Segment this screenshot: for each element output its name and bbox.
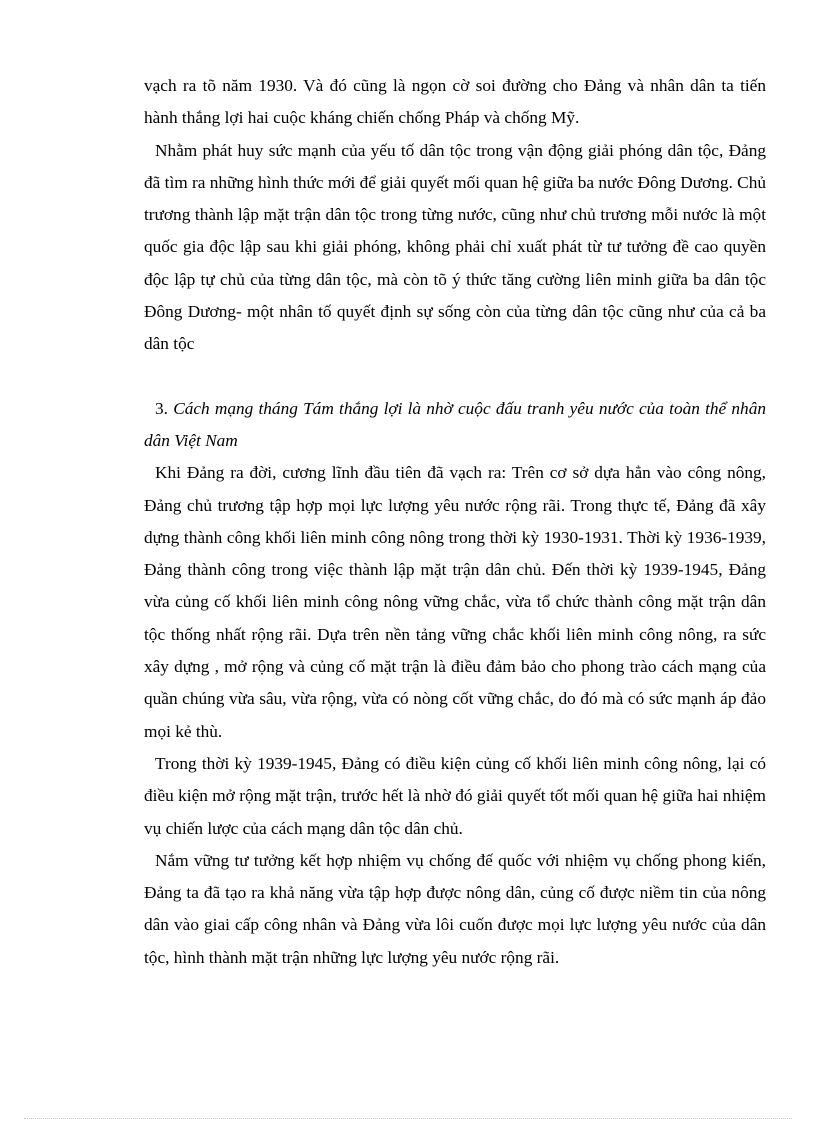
paragraph-nam-vung: Nắm vững tư tưởng kết hợp nhiệm vụ chống đế quốc với nhiệm vụ chống phong kiến, Đảng ta đã tạo ra khả năng vừa tập hợp được nông dân, củng cố được niềm tin của nông dân vào giai cấp công nhân và Đảng vừa lôi cuốn được mọi lực lượng yêu nước của dân tộc, hình thành mặt trận những lực lượng yêu nước rộng rãi. [144, 850, 766, 967]
section-heading [144, 393, 766, 458]
document-body [144, 70, 766, 974]
paragraph-thoi-ky: Trong thời kỳ 1939-1945, Đảng có điều kiện củng cố khối liên minh công nông, lại có điều kiện mở rộng mặt trận, trước hết là nhờ đó giải quyết tốt mối quan hệ giữa hai nhiệm vụ chiến lược của cách mạng dân tộc dân chủ. [144, 753, 766, 838]
section-title: Cách mạng tháng Tám thắng lợi là nhờ cuộc đấu tranh yêu nước của toàn thể nhân dân Việt Nam [144, 398, 766, 450]
paragraph-cuong-linh: Khi Đảng ra đời, cương lĩnh đầu tiên đã vạch ra: Trên cơ sở dựa hẳn vào công nông, Đảng chủ trương tập hợp mọi lực lượng yêu nước rộng rãi. Trong thực tế, Đảng đã xây dựng thành công khối liên minh công nông trong thời kỳ 1930-1931. Thời kỳ 1936-1939, Đảng thành công trong việc thành lập mặt trận dân chủ. Đến thời kỳ 1939-1945, Đảng vừa củng cố khối liên minh công nông vững chắc, vừa tổ chức thành công mặt trận dân tộc thống nhất rộng rãi. Dựa trên nền tảng vững chắc khối liên minh công nông, ra sức xây dựng , mở rộng và củng cố mặt trận là điều đảm bảo cho phong trào cách mạng của quần chúng vừa sâu, vừa rộng, vừa có nòng cốt vững chắc, do đó mà có sức mạnh áp đảo mọi kẻ thù. [144, 463, 766, 741]
section-number: 3. [155, 398, 168, 418]
paragraph-dong-duong: Nhằm phát huy sức mạnh của yếu tố dân tộc trong vận động giải phóng dân tộc, Đảng đã tìm ra những hình thức mới để giải quyết mối quan hệ giữa ba nước Đông Dương. Chủ trương thành lập mặt trận dân tộc trong từng nước, cũng như chủ trương mỗi nước là một quốc gia độc lập sau khi giải phóng, không phải chỉ xuất phát từ tư tưởng đề cao quyền độc lập tự chủ của từng dân tộc, mà còn tõ ý thức tăng cường liên minh giữa ba dân tộc Đông Dương- một nhân tố quyết định sự sống còn của từng dân tộc cũng như của cả ba dân tộc [144, 140, 766, 354]
page-bottom-divider [24, 1118, 792, 1119]
paragraph-continuation: vạch ra tõ năm 1930. Và đó cũng là ngọn cờ soi đường cho Đảng và nhân dân ta tiến hành thắng lợi hai cuộc kháng chiến chống Pháp và chống Mỹ. [144, 76, 766, 128]
